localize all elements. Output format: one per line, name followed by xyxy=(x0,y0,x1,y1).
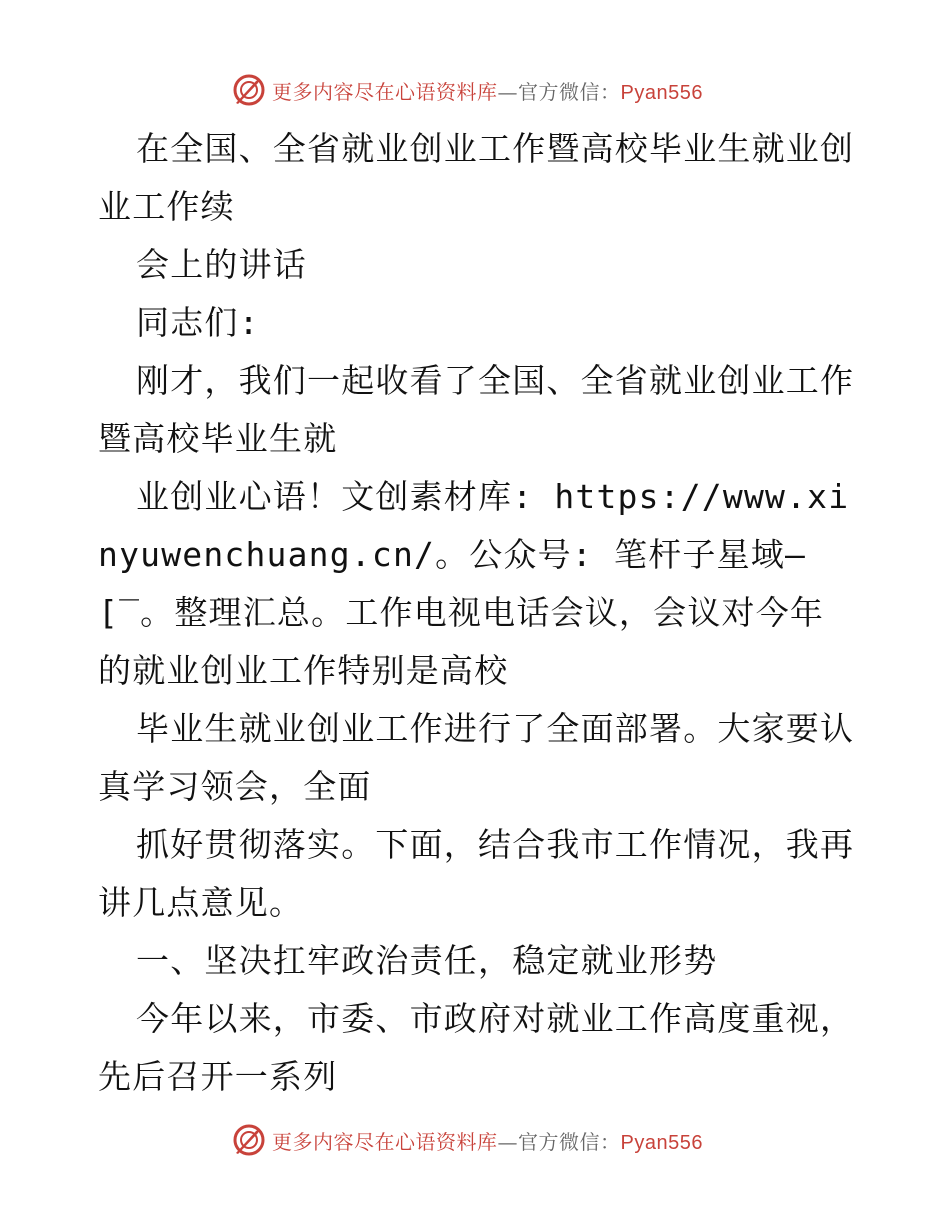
paragraph: 在全国、全省就业创业工作暨高校毕业生就业创业工作续 xyxy=(98,129,855,226)
quill-logo-icon xyxy=(232,1123,266,1157)
banner-text: 更多内容尽在心语资料库—官方微信：Pyan556 xyxy=(272,1129,703,1154)
banner-text: 更多内容尽在心语资料库—官方微信：Pyan556 xyxy=(272,79,703,104)
paragraph: 业创业心语！文创素材库: https://www.xinyuwenchuang.cn/。公众号: 笔杆子星域—[‾。整理汇总。工作电视电话会议，会议对今年的就业创业工作特别是高校 xyxy=(98,477,850,690)
section-heading: 一、坚决扛牢政治责任，稳定就业形势 xyxy=(136,941,718,980)
footer-watermark-banner xyxy=(232,1120,703,1160)
document-body xyxy=(98,120,858,1106)
header-watermark-banner xyxy=(232,70,703,110)
quill-logo-icon xyxy=(232,73,266,107)
paragraph: 抓好贯彻落实。下面，结合我市工作情况，我再讲几点意见。 xyxy=(98,825,855,922)
paragraph: 今年以来，市委、市政府对就业工作高度重视，先后召开一系列 xyxy=(98,999,855,1096)
paragraph: 刚才，我们一起收看了全国、全省就业创业工作暨高校毕业生就 xyxy=(98,361,855,458)
paragraph: 会上的讲话 xyxy=(136,245,307,284)
paragraph: 同志们: xyxy=(136,303,260,342)
paragraph: 毕业生就业创业工作进行了全面部署。大家要认真学习领会，全面 xyxy=(98,709,855,806)
